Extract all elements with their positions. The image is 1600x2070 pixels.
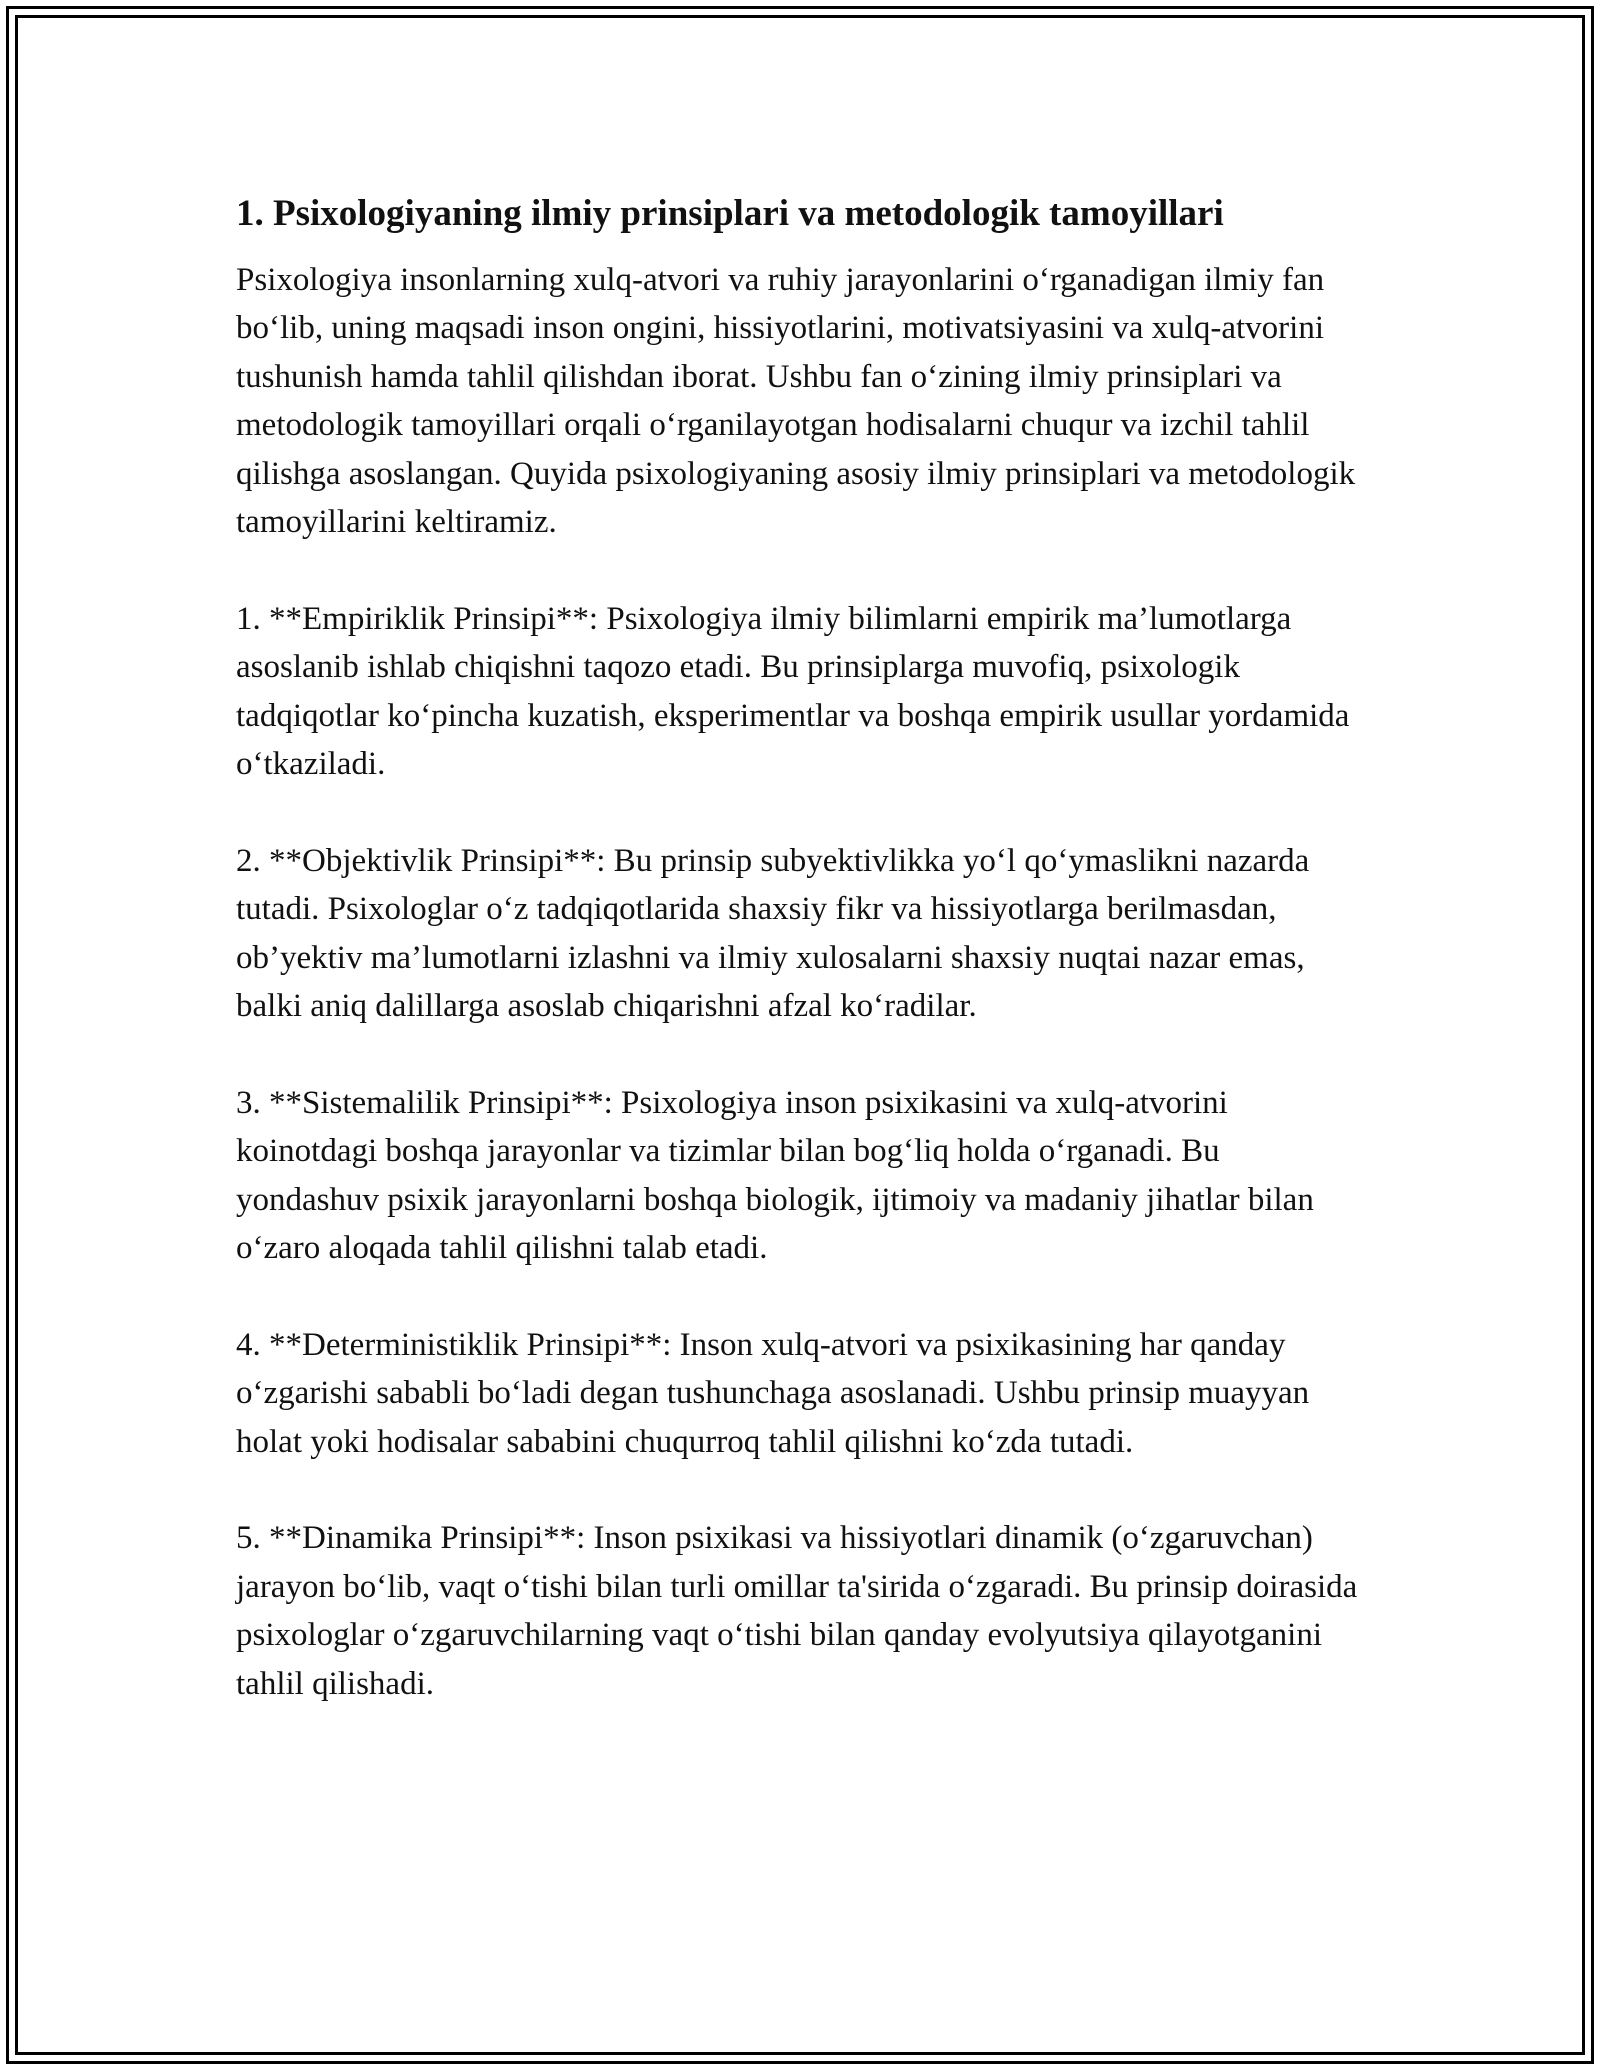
principle-deterministiklik-paragraph: 4. **Deterministiklik Prinsipi**: Inson xulq-atvori va psixikasining har qanday o‘zgarishi sababli bo‘ladi degan tushunchaga asoslanadi. Ushbu prinsip muayyan holat yoki hodisalar sababini chuqurroq tahlil qilishni ko‘zda tutadi. — [236, 1326, 1310, 1460]
principle-empiriklik-paragraph: 1. **Empiriklik Prinsipi**: Psixologiya ilmiy bilimlarni empirik ma’lumotlarga asoslanib ishlab chiqishni taqozo etadi. Bu prinsiplarga muvofiq, psixologik tadqiqotlar ko‘pincha kuzatish, eksperimentlar va boshqa empirik usullar yordamida o‘tkaziladi. — [236, 600, 1350, 783]
principle-objektivlik-paragraph: 2. **Objektivlik Prinsipi**: Bu prinsip subyektivlikka yo‘l qo‘ymaslikni nazarda tutadi. Psixologlar o‘z tadqiqotlarida shaxsiy fikr va hissiyotlarga berilmasdan, ob’yektiv ma’lumotlarni izlashni va ilmiy xulosalarni shaxsiy nuqtai nazar emas, balki aniq dalillarga asoslab chiqarishni afzal ko‘radilar. — [236, 842, 1310, 1025]
intro-paragraph: Psixologiya insonlarning xulq-atvori va ruhiy jarayonlarini o‘rganadigan ilmiy fan bo‘lib, uning maqsadi inson ongini, hissiyotlarini, motivatsiyasini va xulq-atvorini tushunish hamda tahlil qilishdan iborat. Ushbu fan o‘zining ilmiy prinsiplari va metodologik tamoyillari orqali o‘rganilayotgan hodisalarni chuqur va izchil tahlil qilishga asoslangan. Quyida psixologiyaning asosiy ilmiy prinsiplari va metodologik tamoyillarini keltiramiz. — [236, 262, 1356, 541]
principle-sistemalilik-paragraph: 3. **Sistemalilik Prinsipi**: Psixologiya inson psixikasini va xulq-atvorini koinotdagi boshqa jarayonlar va tizimlar bilan bog‘liq holda o‘rganadi. Bu yondashuv psixik jarayonlarni boshqa biologik, ijtimoiy va madaniy jihatlar bilan o‘zaro aloqada tahlil qilishni talab etadi. — [236, 1084, 1314, 1267]
document-body — [236, 188, 1366, 1708]
document-title: 1. Psixologiyaning ilmiy prinsiplari va metodologik tamoyillari — [236, 193, 1224, 234]
principle-dinamika-paragraph: 5. **Dinamika Prinsipi**: Inson psixikasi va hissiyotlari dinamik (o‘zgaruvchan) jarayon bo‘lib, vaqt o‘tishi bilan turli omillar ta'sirida o‘zgaradi. Bu prinsip doirasida psixologlar o‘zgaruvchilarning vaqt o‘tishi bilan qanday evolyutsiya qilayotganini tahlil qilishadi. — [236, 1520, 1358, 1702]
